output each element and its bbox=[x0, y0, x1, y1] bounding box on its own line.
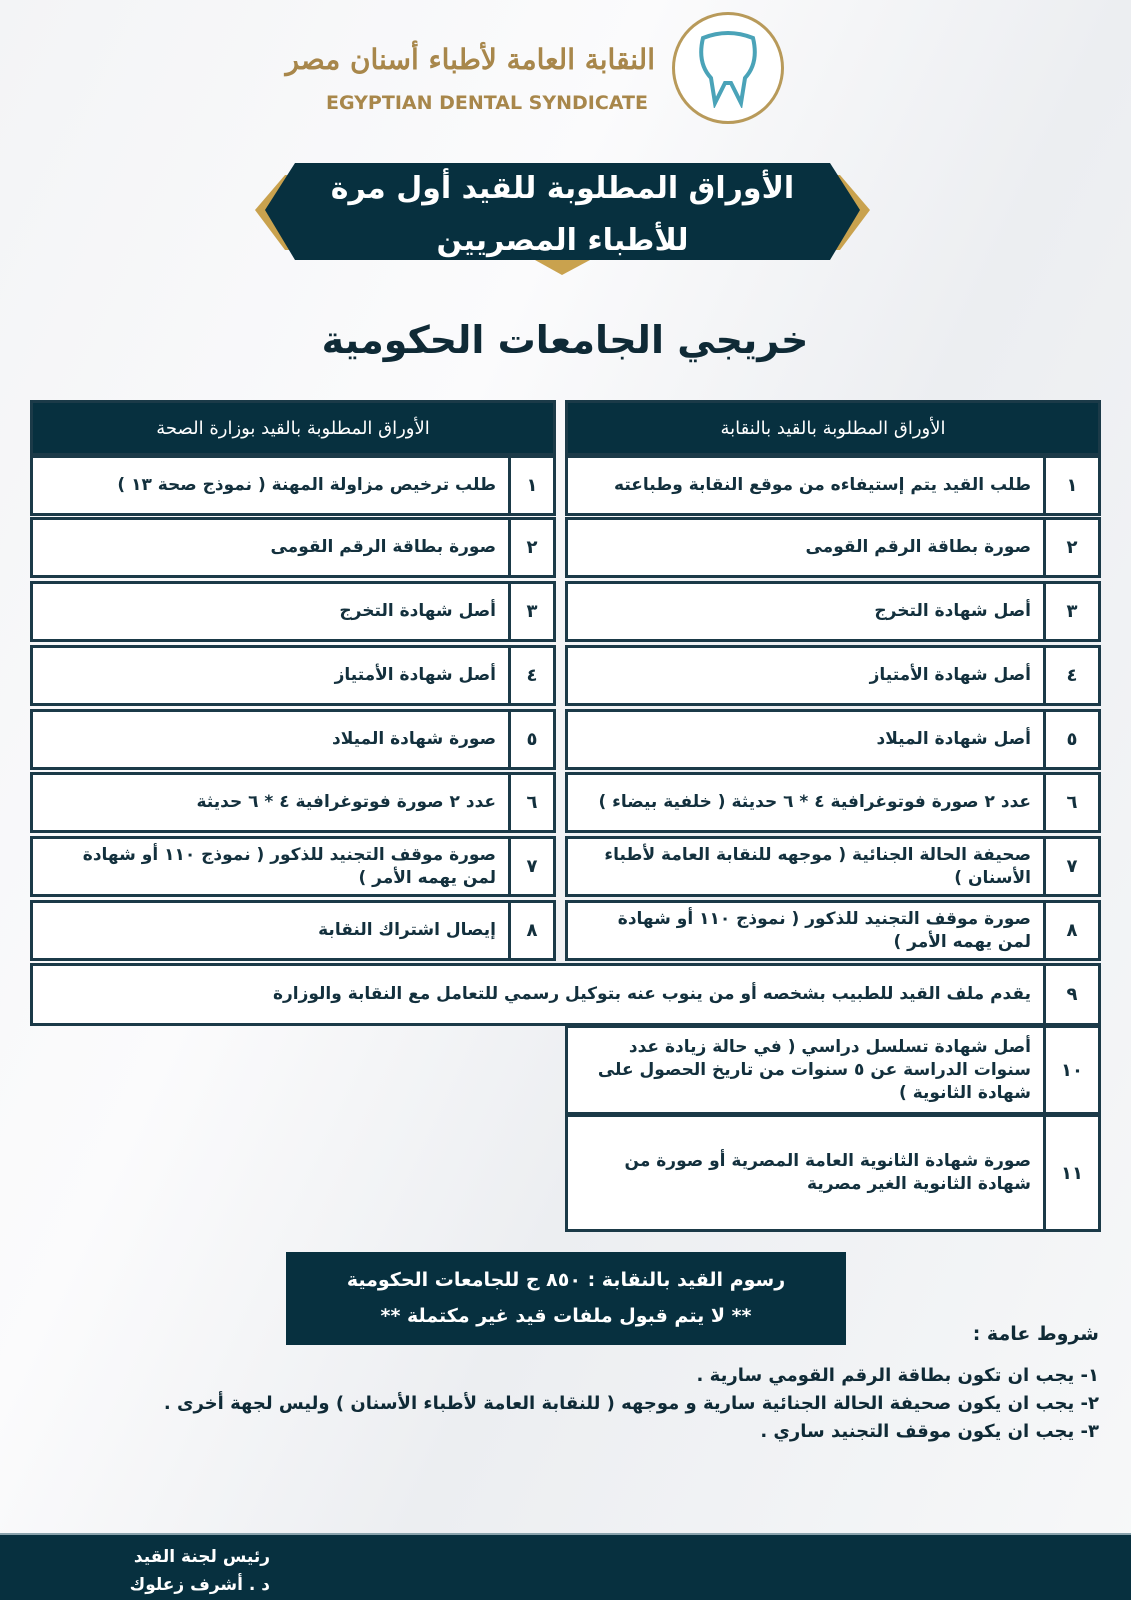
ministry-column-header: الأوراق المطلوبة بالقيد بوزارة الصحة bbox=[30, 400, 556, 456]
ministry-requirement: إيصال اشتراك النقابة bbox=[30, 900, 511, 961]
row-number: ٢ bbox=[508, 517, 556, 578]
condition-item: ٣- يجب ان يكون موقف التجنيد ساري . bbox=[760, 1421, 1099, 1442]
ministry-requirement: صورة شهادة الميلاد bbox=[30, 709, 511, 770]
row-number: ٦ bbox=[508, 772, 556, 833]
fee-note: ** لا يتم قبول ملفات قيد غير مكتملة ** bbox=[380, 1305, 752, 1327]
syndicate-requirement: عدد ٢ صورة فوتوغرافية ٤ * ٦ حديثة ( خلفية بيضاء ) bbox=[565, 772, 1046, 833]
row-number: ٥ bbox=[508, 709, 556, 770]
row-number: ٤ bbox=[1043, 645, 1101, 706]
syndicate-requirement: أصل شهادة التخرج bbox=[565, 581, 1046, 642]
row-number: ٣ bbox=[508, 581, 556, 642]
row-number: ٨ bbox=[508, 900, 556, 961]
row-number: ٧ bbox=[1043, 836, 1101, 897]
syndicate-requirement: صورة شهادة الثانوية العامة المصرية أو صورة من شهادة الثانوية الغير مصرية bbox=[565, 1114, 1046, 1232]
shared-requirement: يقدم ملف القيد للطبيب بشخصه أو من ينوب عنه بتوكيل رسمي للتعامل مع النقابة والوزارة bbox=[30, 963, 1046, 1026]
fee-amount: رسوم القيد بالنقابة : ٨٥٠ ج للجامعات الحكومية bbox=[346, 1269, 786, 1291]
logo-arabic-text: النقابة العامة لأطباء أسنان مصر bbox=[285, 43, 655, 76]
row-number: ٧ bbox=[508, 836, 556, 897]
row-number: ٩ bbox=[1043, 963, 1101, 1026]
row-number: ٣ bbox=[1043, 581, 1101, 642]
condition-item: ١- يجب ان تكون بطاقة الرقم القومي سارية . bbox=[696, 1365, 1099, 1386]
row-number: ٨ bbox=[1043, 900, 1101, 961]
title-line-2: للأطباء المصريين bbox=[436, 223, 689, 258]
signature-name: د . أشرف زعلوك bbox=[129, 1575, 270, 1595]
syndicate-requirement: طلب القيد يتم إستيفاءه من موقع النقابة وطباعته bbox=[565, 455, 1046, 516]
row-number: ١ bbox=[1043, 455, 1101, 516]
condition-item: ٢- يجب ان يكون صحيفة الحالة الجنائية سارية و موجهه ( للنقابة العامة لأطباء الأسنان ) وليس لجهة أخرى . bbox=[163, 1393, 1099, 1414]
page-subtitle: خريجي الجامعات الحكومية bbox=[321, 318, 809, 362]
row-number: ١٠ bbox=[1043, 1025, 1101, 1115]
row-number: ٤ bbox=[508, 645, 556, 706]
syndicate-requirement: أصل شهادة تسلسل دراسي ( في حالة زيادة عدد سنوات الدراسة عن ٥ سنوات من تاريخ الحصول على شهادة الثانوية ) bbox=[565, 1025, 1046, 1115]
tooth-icon bbox=[693, 28, 763, 108]
ministry-requirement: صورة موقف التجنيد للذكور ( نموذج ١١٠ أو شهادة لمن يهمه الأمر ) bbox=[30, 836, 511, 897]
row-number: ١ bbox=[508, 455, 556, 516]
syndicate-requirement: أصل شهادة الأمتياز bbox=[565, 645, 1046, 706]
row-number: ٢ bbox=[1043, 517, 1101, 578]
row-number: ٦ bbox=[1043, 772, 1101, 833]
ministry-requirement: أصل شهادة التخرج bbox=[30, 581, 511, 642]
ministry-requirement: طلب ترخيص مزاولة المهنة ( نموذج صحة ١٣ ) bbox=[30, 455, 511, 516]
page-title bbox=[290, 163, 835, 267]
ministry-requirement: عدد ٢ صورة فوتوغرافية ٤ * ٦ حديثة bbox=[30, 772, 511, 833]
syndicate-requirement: أصل شهادة الميلاد bbox=[565, 709, 1046, 770]
syndicate-requirement: صورة موقف التجنيد للذكور ( نموذج ١١٠ أو شهادة لمن يهمه الأمر ) bbox=[565, 900, 1046, 961]
conditions-title: شروط عامة : bbox=[972, 1323, 1099, 1345]
row-number: ٥ bbox=[1043, 709, 1101, 770]
signature-role: رئيس لجنة القيد bbox=[133, 1547, 270, 1567]
row-number: ١١ bbox=[1043, 1114, 1101, 1232]
title-line-1: الأوراق المطلوبة للقيد أول مرة bbox=[330, 171, 795, 206]
syndicate-requirement: صحيفة الحالة الجنائية ( موجهه للنقابة العامة لأطباء الأسنان ) bbox=[565, 836, 1046, 897]
ministry-requirement: أصل شهادة الأمتياز bbox=[30, 645, 511, 706]
ministry-requirement: صورة بطاقة الرقم القومى bbox=[30, 517, 511, 578]
fees-box bbox=[286, 1252, 846, 1345]
logo-english-text: EGYPTIAN DENTAL SYNDICATE bbox=[326, 92, 648, 114]
syndicate-logo bbox=[672, 12, 784, 124]
syndicate-requirement: صورة بطاقة الرقم القومى bbox=[565, 517, 1046, 578]
syndicate-column-header: الأوراق المطلوبة بالقيد بالنقابة bbox=[565, 400, 1101, 456]
